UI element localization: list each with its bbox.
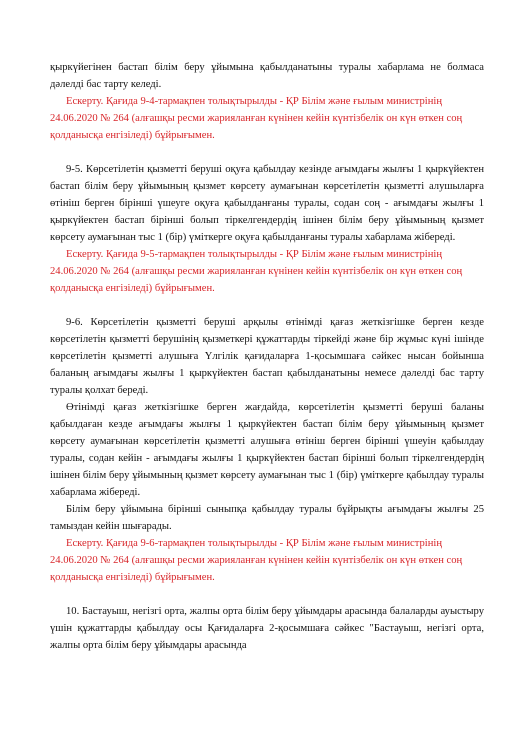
paragraph-9-5: 9-5. Көрсетілетін қызметті беруші оқуға қабылдау кезінде ағымдағы жылғы 1 қыркүйектен бастап білім беру ұйымының қызмет көрсету аумағынан көрсетілетін қызметті алушыларға өтініш берген бірінші үшеуге оқуға қабылданғаны туралы, содан соң - ағымдағы жылғы 1 қыркүйектен бастап бірінші болып тіркелгендердің ішінен білім беру ұйымының қызмет көрсету аумағынан тыс 1 (бір) үміткерге оқуға қабылданғаны туралы хабарлама жібереді. — [50, 164, 484, 243]
amendment-note-9-4: Ескерту. Қағида 9-4-тармақпен толықтырылды - ҚР Білім және ғылым министрінің 24.06.2020 № 264 (алғашқы ресми жарияланған күнінен кейін күнтізбелік он күн өткен соң қолданысқа енгізіледі) бұйрығымен. — [50, 96, 463, 141]
spacer — [50, 586, 484, 603]
amendment-note-9-5: Ескерту. Қағида 9-5-тармақпен толықтырылды - ҚР Білім және ғылым министрінің 24.06.2020 № 264 (алғашқы ресми жарияланған күнінен кейін күнтізбелік он күн өткен соң қолданысқа енгізіледі) бұйрығымен. — [50, 249, 463, 294]
spacer — [50, 297, 484, 314]
paragraph-10: 10. Бастауыш, негізгі орта, жалпы орта білім беру ұйымдары арасында балаларды ауыстыру үшін құжаттарды қабылдау осы Қағидаларға 2-қосымшаға сәйкес "Бастауыш, негізгі орта, жалпы орта білім беру ұйымдары арасында — [50, 606, 484, 651]
paragraph-9-6-paper-submission: Өтінімді қағаз жеткізгішке берген жағдайда, көрсетілетін қызметті беруші баланы қабылдаған кезде ағымдағы жылғы 1 қыркүйектен бастап білім беру ұйымының қызмет көрсету аумағынан көрсетілетін қызметті алушыға өтініш берген бірінші үшеуін қабылдау туралы, содан кейін - ағымдағы жылғы 1 қыркүйектен бастап бірінші болып тіркелгендердің ішінен білім беру ұйымының қызмет көрсету аумағынан тыс 1 (бір) үміткерге қабылдау туралы хабарлама жібереді. — [50, 402, 484, 498]
paragraph-9-6: 9-6. Көрсетілетін қызметті беруші арқылы өтінімді қағаз жеткізгішке берген кезде көрсетілетін қызметті берушінің қызметкері құжаттарды тіркейді және бір жұмыс күні ішінде көрсетілетін қызметті алушыға Үлгілік қағидаларға 1-қосымшаға сәйкес нысан бойынша баланың ағымдағы жылғы 1 қыркүйектен бастап қабылданатыны немесе дәлелді бас тарту туралы қолхат береді. — [50, 317, 484, 396]
amendment-note-9-6: Ескерту. Қағида 9-6-тармақпен толықтырылды - ҚР Білім және ғылым министрінің 24.06.2020 № 264 (алғашқы ресми жарияланған күнінен кейін күнтізбелік он күн өткен соң қолданысқа енгізіледі) бұйрығымен. — [50, 538, 463, 583]
paragraph-9-6-first-grade-order: Білім беру ұйымына бірінші сыныпқа қабылдау туралы бұйрықты ағымдағы жылғы 25 тамыздан кейін шығарады. — [50, 504, 484, 532]
spacer — [50, 144, 484, 161]
paragraph-9-4-continuation: қыркүйегінен бастап білім беру ұйымына қабылданатыны туралы хабарлама не болмаса дәлелді бас тарту келеді. — [50, 62, 484, 90]
